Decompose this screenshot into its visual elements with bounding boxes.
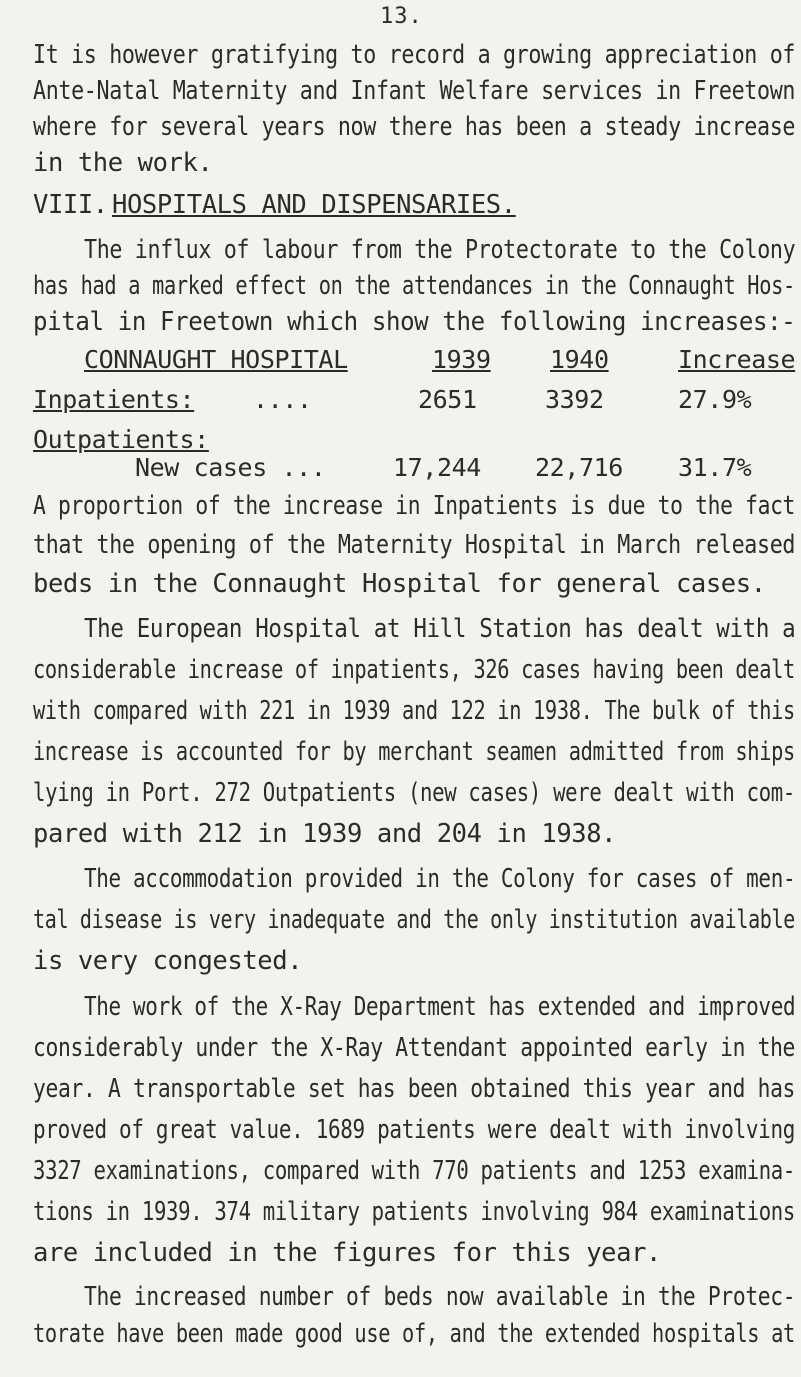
section-number: VIII. bbox=[33, 190, 108, 220]
row-label-inpatients: Inpatients: bbox=[33, 385, 195, 414]
cell-inpatients-1939: 2651 bbox=[418, 385, 477, 414]
text-line: pital in Freetown which show the following increases:- bbox=[33, 307, 796, 337]
text-line: are included in the figures for this year. bbox=[33, 1238, 661, 1268]
text-line: pared with 212 in 1939 and 204 in 1938. bbox=[33, 819, 617, 849]
text-line: beds in the Connaught Hospital for general cases. bbox=[33, 569, 766, 599]
column-header-1940: 1940 bbox=[550, 345, 609, 374]
cell-newcases-increase: 31.7% bbox=[678, 453, 752, 482]
text-line: tal disease is very inadequate and the only institution available bbox=[33, 905, 795, 935]
text-line: torate have been made good use of, and the extended hospitals at bbox=[33, 1319, 795, 1349]
text-line: year. A transportable set has been obtained this year and has bbox=[33, 1074, 796, 1104]
column-header-1939: 1939 bbox=[432, 345, 491, 374]
text-line: tions in 1939. 374 military patients involving 984 examinations bbox=[33, 1197, 795, 1227]
text-line: The accommodation provided in the Colony for cases of men- bbox=[84, 864, 796, 894]
text-line: where for several years now there has been a steady increase bbox=[33, 112, 796, 142]
text-line: with compared with 221 in 1939 and 122 in 1938. The bulk of this bbox=[33, 696, 795, 726]
table-title: CONNAUGHT HOSPITAL bbox=[84, 345, 348, 374]
text-line: A proportion of the increase in Inpatients is due to the fact bbox=[33, 491, 796, 521]
cell-inpatients-increase: 27.9% bbox=[678, 385, 752, 414]
text-line: in the work. bbox=[33, 148, 213, 178]
text-line: proved of great value. 1689 patients were dealt with involving bbox=[33, 1115, 796, 1145]
page-number: 13. bbox=[380, 4, 423, 29]
text-line: considerably under the X-Ray Attendant appointed early in the bbox=[33, 1033, 796, 1063]
cell-newcases-1940: 22,716 bbox=[535, 453, 623, 482]
text-line: increase is accounted for by merchant seamen admitted from ships bbox=[33, 737, 795, 767]
text-line: that the opening of the Maternity Hospital in March released bbox=[33, 530, 796, 560]
text-line: is very congested. bbox=[33, 946, 303, 976]
text-line: has had a marked effect on the attendances in the Connaught Hos- bbox=[33, 271, 795, 301]
row-dots: .... bbox=[253, 385, 312, 414]
cell-inpatients-1940: 3392 bbox=[545, 385, 604, 414]
column-header-increase: Increase bbox=[678, 345, 796, 374]
text-line: The increased number of beds now available in the Protec- bbox=[84, 1282, 796, 1312]
text-line: The influx of labour from the Protectorate to the Colony bbox=[84, 235, 796, 265]
cell-newcases-1939: 17,244 bbox=[393, 453, 481, 482]
row-label-outpatients: Outpatients: bbox=[33, 425, 209, 454]
text-line: 3327 examinations, compared with 770 patients and 1253 examina- bbox=[33, 1156, 795, 1186]
text-line: Ante-Natal Maternity and Infant Welfare services in Freetown bbox=[33, 76, 796, 106]
section-title: HOSPITALS AND DISPENSARIES. bbox=[112, 190, 516, 220]
text-line: The work of the X-Ray Department has extended and improved bbox=[84, 992, 796, 1022]
text-line: considerable increase of inpatients, 326 cases having been dealt bbox=[33, 655, 795, 685]
text-line: lying in Port. 272 Outpatients (new cases) were dealt with com- bbox=[33, 778, 795, 808]
text-line: The European Hospital at Hill Station has dealt with a bbox=[84, 614, 796, 644]
row-label-new-cases: New cases ... bbox=[135, 453, 326, 482]
text-line: It is however gratifying to record a growing appreciation of bbox=[33, 40, 796, 70]
